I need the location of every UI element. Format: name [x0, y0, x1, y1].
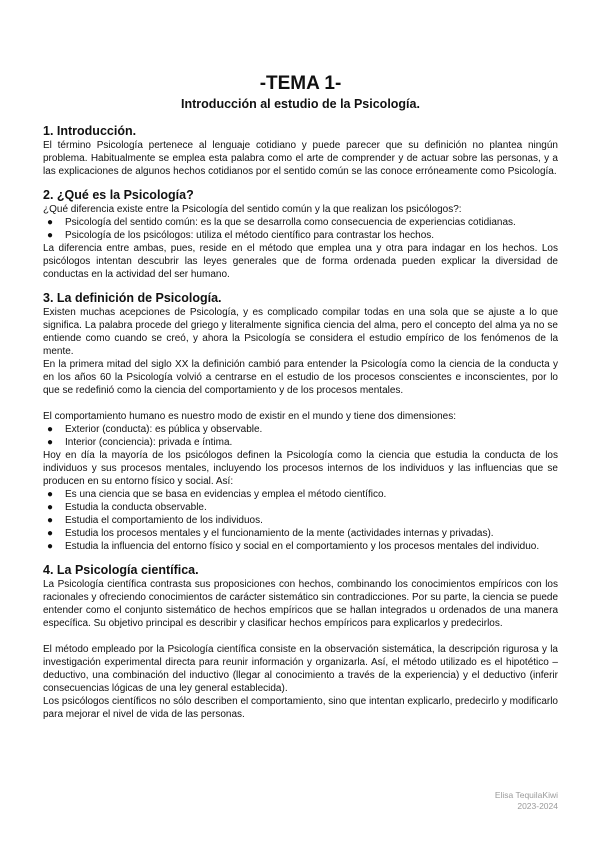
- bullet-icon: ●: [47, 515, 54, 526]
- section-2-list: [43, 216, 558, 242]
- bullet-icon: ●: [47, 489, 54, 500]
- list-item: ● Estudia la influencia del entorno físico y social en el comportamiento y los procesos mentales del individuo.: [47, 541, 540, 552]
- section-2-paragraph-2: La diferencia entre ambas, pues, reside en el método que emplea una y otra para indagar en los hechos. Los psicólogos intentan descubrir las leyes generales que de forma ordenada pueden explicar la diversidad de conductas en la actividad del ser humano.: [43, 243, 558, 280]
- document-content: [43, 73, 558, 721]
- bullet-icon: ●: [47, 230, 54, 241]
- bullet-icon: ●: [47, 541, 54, 552]
- bullet-icon: ●: [47, 437, 54, 448]
- list-item: ● Interior (conciencia): privada e íntima.: [47, 437, 233, 448]
- list-item: ● Estudia la conducta observable.: [47, 502, 207, 513]
- section-3-list-1: [43, 423, 558, 449]
- section-4-heading: 4. La Psicología científica.: [43, 563, 199, 577]
- bullet-icon: ●: [47, 528, 54, 539]
- section-3-heading: 3. La definición de Psicología.: [43, 291, 222, 305]
- section-3-list-2: [43, 488, 558, 553]
- page-subtitle: Introducción al estudio de la Psicología.: [181, 97, 420, 111]
- section-3-paragraph-4: Hoy en día la mayoría de los psicólogos definen la Psicología como la ciencia que estudia la conducta de los individuos y sus procesos mentales, incluyendo los procesos internos de los individuos y las influencias que se producen en su entorno físico y social. Así:: [43, 450, 558, 487]
- page-title: -TEMA 1-: [259, 73, 342, 94]
- list-item: ● Exterior (conducta): es pública y observable.: [47, 424, 263, 435]
- bullet-icon: ●: [47, 424, 54, 435]
- list-item: ● Psicología del sentido común: es la que se desarrolla como consecuencia de experiencias cotidianas.: [47, 217, 516, 228]
- list-item: ● Psicología de los psicólogos: utiliza el método científico para contrastar los hechos.: [47, 230, 435, 241]
- section-4-paragraph-1: La Psicología científica contrasta sus proposiciones con hechos, combinando los conocimientos empíricos con los racionales y ofreciendo conocimientos de carácter sistemático sin contradicciones. Por su parte, la ciencia se puede entender como el conjunto sistemático de hechos empíricos que se hallan integrados u ordenados de una manera específica. Su objetivo principal es describir y clasificar hechos empíricos para explicarlos y predecirlos.: [43, 579, 558, 629]
- footer-author: Elisa TequilaKiwi: [494, 790, 558, 800]
- section-3-paragraph-1: Existen muchas acepciones de Psicología, y es complicado compilar todas en una sola que se ajuste a lo que significa. La palabra procede del griego y literalmente significa ciencia del alma, pero el concepto del alma ya no se entiende como cuando se creó, y ahora la Psicología se considera el estudio empírico de los fenómenos de la mente.: [43, 307, 558, 357]
- page-footer: [495, 790, 558, 812]
- list-item: ● Es una ciencia que se basa en evidencias y emplea el método científico.: [47, 489, 387, 500]
- section-1-heading: 1. Introducción.: [43, 124, 137, 138]
- bullet-icon: ●: [47, 217, 54, 228]
- list-item: ● Estudia los procesos mentales y el funcionamiento de la mente (actividades internas y privadas).: [47, 528, 494, 539]
- list-item: ● Estudia el comportamiento de los individuos.: [47, 515, 263, 526]
- section-4-paragraph-2: El método empleado por la Psicología científica consiste en la observación sistemática, la descripción rigurosa y la investigación experimental directa para reunir información y organizarla. Así, el método utilizado es el hipotético – deductivo, una combinación del inductivo (llegar al conocimiento a través de la experiencia) y el deductivo (inferir consecuencias lógicas de una ley general establecida).: [43, 644, 558, 694]
- section-4-paragraph-3: Los psicólogos científicos no sólo describen el comportamiento, sino que intentan explicarlo, predecirlo y modificarlo para mejorar el nivel de vida de las personas.: [43, 696, 558, 720]
- section-1-paragraph-1: El término Psicología pertenece al lenguaje cotidiano y puede parecer que su definición no plantea ningún problema. Habitualmente se emplea esta palabra como el arte de comprender y de actuar sobre las personas, y a las explicaciones de algunos hechos cotidianos por el sentido común se las conoce erróneamente como Psicología.: [43, 140, 558, 177]
- footer-year: 2023-2024: [517, 801, 558, 811]
- section-2-paragraph-1: ¿Qué diferencia existe entre la Psicología del sentido común y la que realizan los psicólogos?:: [43, 204, 462, 215]
- bullet-icon: ●: [47, 502, 54, 513]
- section-3-paragraph-3: El comportamiento humano es nuestro modo de existir en el mundo y tiene dos dimensiones:: [43, 411, 457, 422]
- section-2-heading: 2. ¿Qué es la Psicología?: [43, 188, 194, 202]
- section-3-paragraph-2: En la primera mitad del siglo XX la definición cambió para entender la Psicología como la ciencia de la conducta y en los años 60 la Psicología volvió a centrarse en el estudio de los procesos conscientes e inconscientes, por lo que se redefinió como la ciencia del comportamiento y de los procesos mentales.: [43, 359, 558, 396]
